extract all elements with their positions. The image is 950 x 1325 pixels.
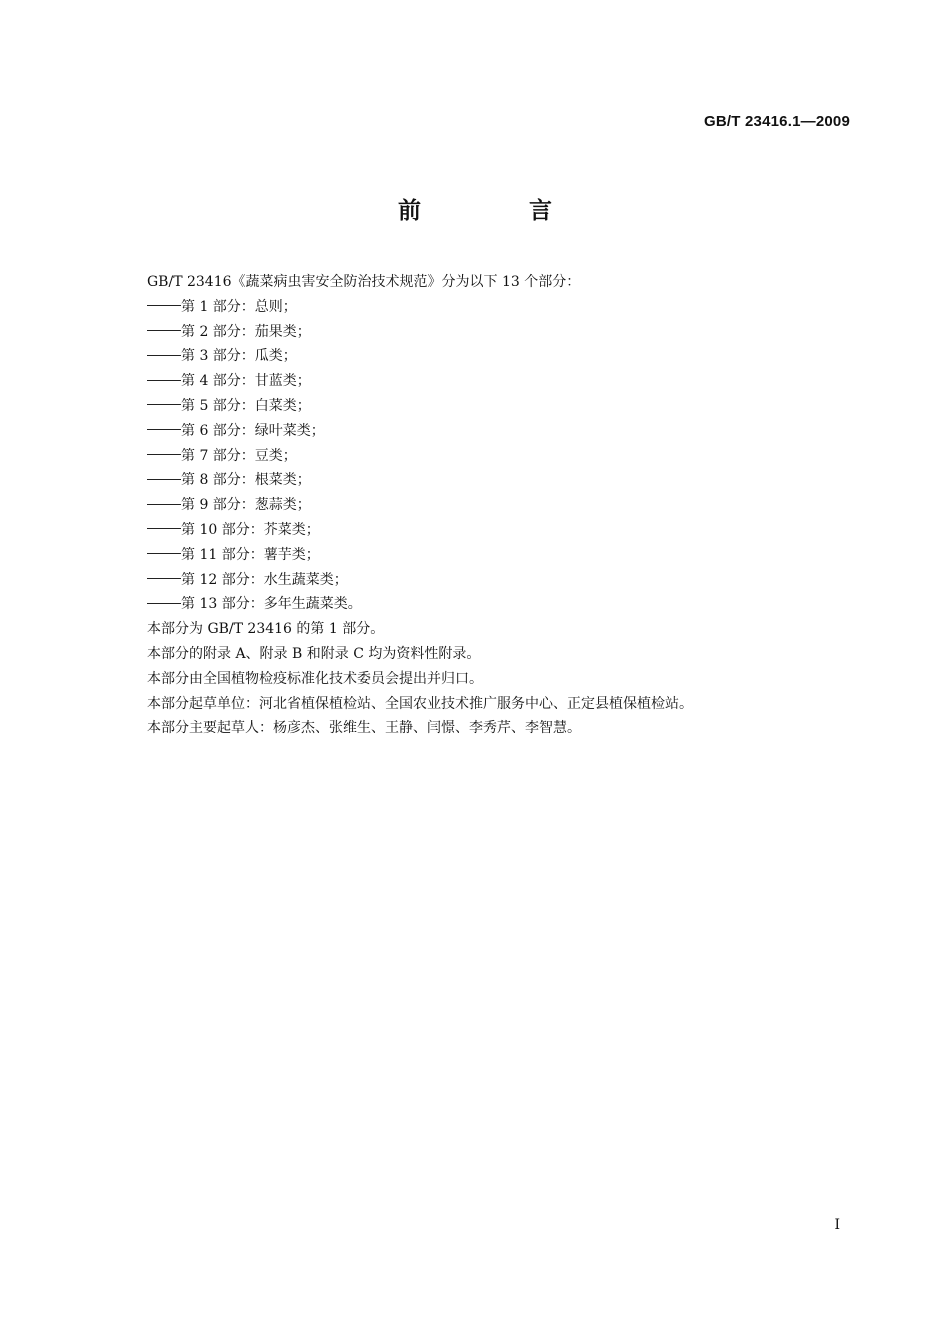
part-label: 第 12 部分：水生蔬菜类； [181, 571, 348, 588]
dash-icon [147, 578, 181, 579]
dash-icon [147, 380, 181, 381]
list-item [147, 444, 847, 469]
dash-icon [147, 454, 181, 455]
list-item [147, 468, 847, 493]
dash-icon [147, 330, 181, 331]
part-label: 第 10 部分：芥菜类； [181, 521, 320, 538]
part-label: 第 8 部分：根菜类； [181, 472, 311, 489]
part-label: 第 3 部分：瓜类； [181, 348, 297, 365]
list-item [147, 394, 847, 419]
list-item [147, 369, 847, 394]
part-label: 第 6 部分：绿叶菜类； [181, 422, 325, 439]
dash-icon [147, 479, 181, 480]
part-label: 第 9 部分：葱蒜类； [181, 497, 311, 514]
dash-icon [147, 305, 181, 306]
list-item [147, 295, 847, 320]
list-item [147, 543, 847, 568]
page-title: 前 言 [397, 198, 602, 224]
dash-icon [147, 603, 181, 604]
part-label: 第 5 部分：白菜类； [181, 397, 311, 414]
paragraph-drafting-units: 本部分起草单位：河北省植保植检站、全国农业技术推广服务中心、正定县植保植检站。 [147, 695, 693, 712]
part-label: 第 2 部分：茄果类； [181, 323, 311, 340]
part-label: 第 7 部分：豆类； [181, 447, 297, 464]
list-item [147, 419, 847, 444]
list-item [147, 493, 847, 518]
dash-icon [147, 504, 181, 505]
page-number: I [834, 1217, 840, 1233]
paragraph-drafters: 本部分主要起草人：杨彦杰、张维生、王静、闫憬、李秀芹、李智慧。 [147, 720, 581, 737]
part-label: 第 13 部分：多年生蔬菜类。 [181, 596, 362, 613]
dash-icon [147, 429, 181, 430]
foreword-body [147, 270, 847, 741]
list-item [147, 568, 847, 593]
paragraph-annex-statement: 本部分的附录 A、附录 B 和附录 C 均为资料性附录。 [147, 645, 481, 662]
list-item [147, 518, 847, 543]
part-label: 第 4 部分：甘蓝类； [181, 373, 311, 390]
part-label: 第 1 部分：总则； [181, 298, 297, 315]
list-item [147, 320, 847, 345]
dash-icon [147, 404, 181, 405]
standard-code: GB/T 23416.1—2009 [704, 113, 850, 130]
list-item [147, 592, 847, 617]
intro-paragraph: GB/T 23416《蔬菜病虫害安全防治技术规范》分为以下 13 个部分： [147, 274, 581, 290]
dash-icon [147, 355, 181, 356]
paragraph-part-statement: 本部分为 GB/T 23416 的第 1 部分。 [147, 621, 385, 638]
dash-icon [147, 528, 181, 529]
dash-icon [147, 553, 181, 554]
list-item [147, 344, 847, 369]
part-label: 第 11 部分：薯芋类； [181, 546, 320, 563]
paragraph-proposer: 本部分由全国植物检疫标准化技术委员会提出并归口。 [147, 670, 483, 687]
